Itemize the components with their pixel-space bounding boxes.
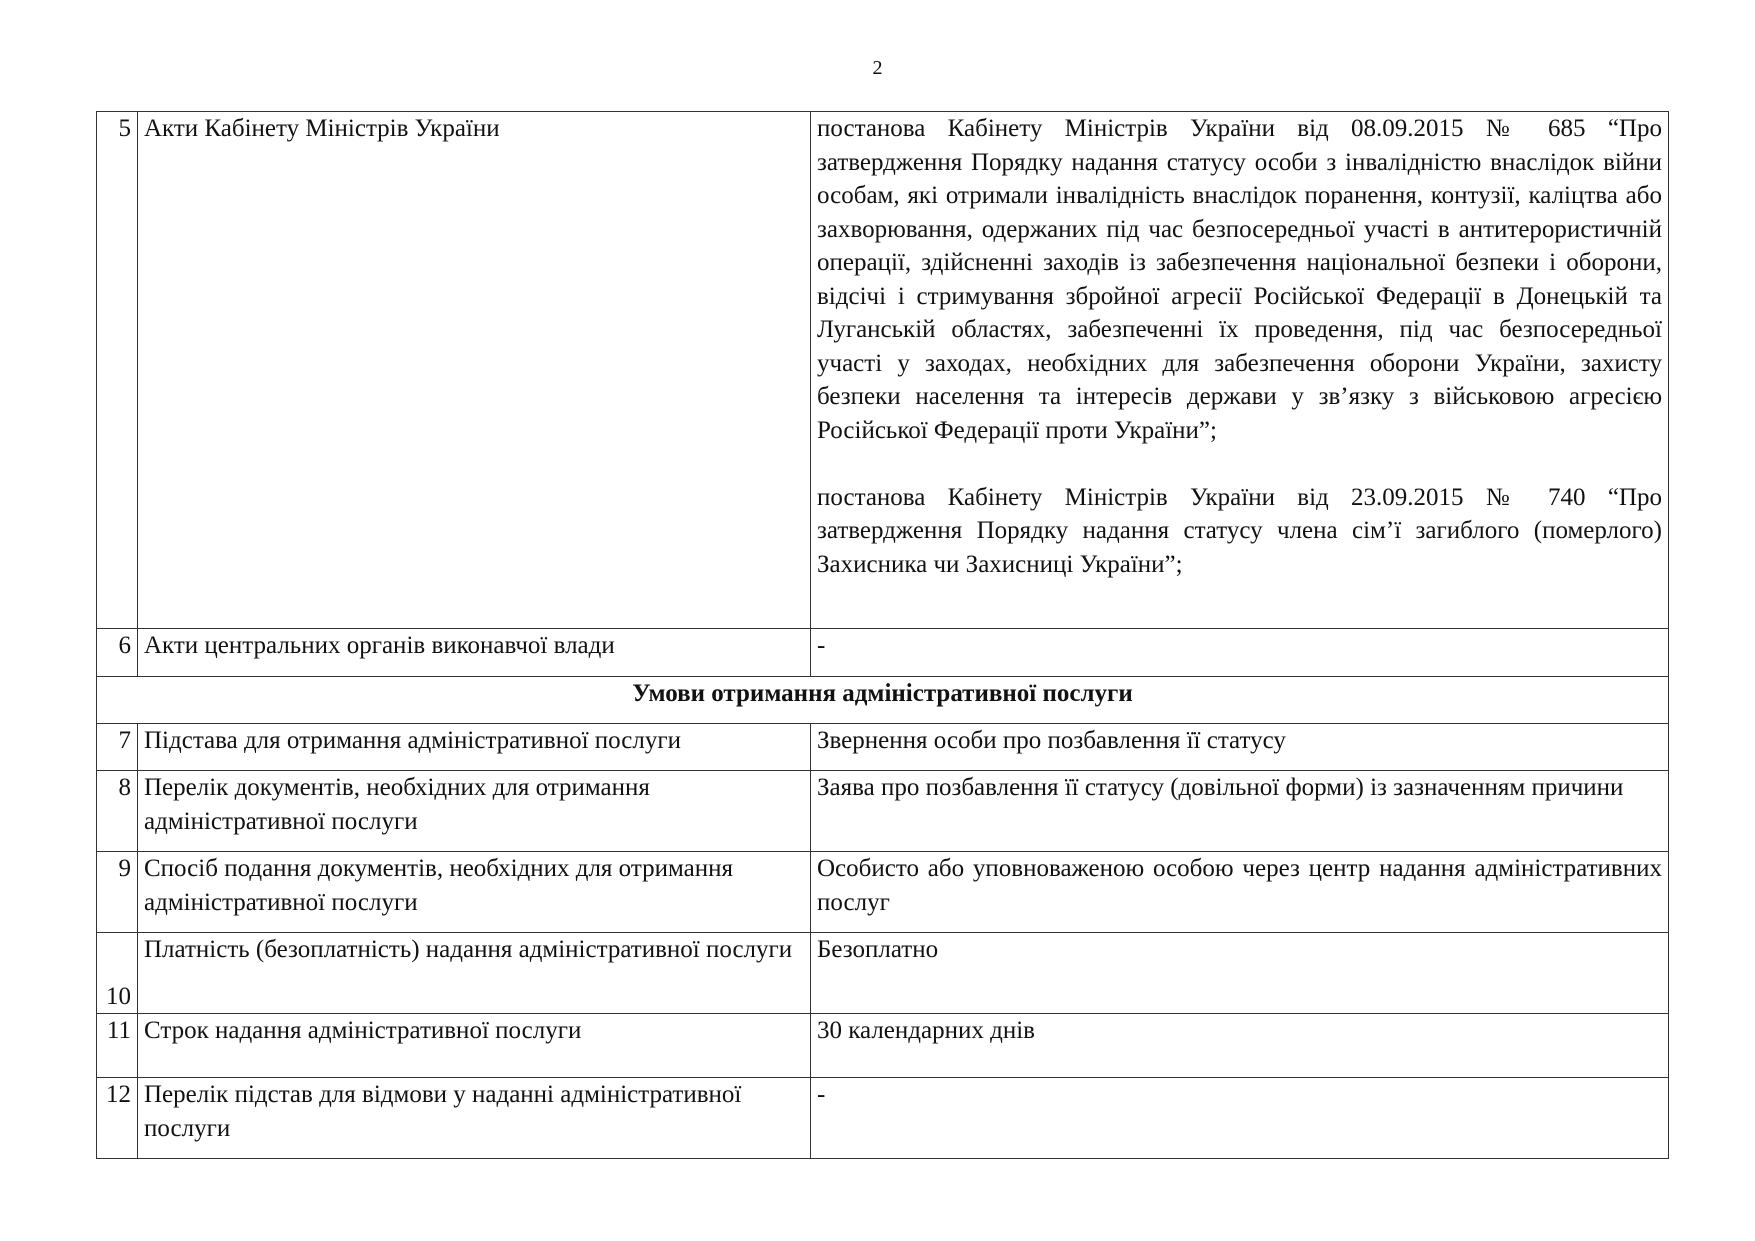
row-value: Особисто або уповноваженою особою через центр надання адміністративних послуг	[811, 852, 1669, 933]
row-number: 7	[97, 724, 138, 771]
table-row	[97, 629, 1669, 677]
row-label: Платність (безоплатність) надання адміністративної послуги	[138, 933, 811, 1014]
row-value: 30 календарних днів	[811, 1014, 1669, 1078]
row-number: 12	[97, 1078, 138, 1159]
row-label: Перелік підстав для відмови у наданні адміністративної послуги	[138, 1078, 811, 1159]
table-row	[97, 771, 1669, 852]
services-table	[96, 111, 1669, 1159]
row-number: 8	[97, 771, 138, 852]
resolution-paragraph: постанова Кабінету Міністрів України від 23.09.2015 № 740 “Про затвердження Порядку надання статусу члена сім’ї загиблого (померлого) Захисника чи Захисниці України”;	[817, 483, 1662, 578]
row-number: 5	[97, 112, 138, 629]
row-value: -	[811, 1078, 1669, 1159]
row-number: 11	[97, 1014, 138, 1078]
row-number: 6	[97, 629, 138, 677]
row-number: 10	[97, 933, 138, 1014]
row-label: Перелік документів, необхідних для отримання адміністративної послуги	[138, 771, 811, 852]
row-label: Акти Кабінету Міністрів України	[138, 112, 811, 629]
table-row	[97, 1078, 1669, 1159]
row-value: Звернення особи про позбавлення її статусу	[811, 724, 1669, 771]
row-label: Підстава для отримання адміністративної послуги	[138, 724, 811, 771]
table-row	[97, 724, 1669, 771]
table-row	[97, 1014, 1669, 1078]
table-row	[97, 852, 1669, 933]
row-value: Заява про позбавлення її статусу (довільної форми) із зазначенням причини	[811, 771, 1669, 852]
row-label: Спосіб подання документів, необхідних для отримання адміністративної послуги	[138, 852, 811, 933]
row-value: -	[811, 629, 1669, 677]
row-number: 9	[97, 852, 138, 933]
row-label: Акти центральних органів виконавчої влади	[138, 629, 811, 677]
row-value	[811, 112, 1669, 629]
section-row	[97, 677, 1669, 724]
row-value: Безоплатно	[811, 933, 1669, 1014]
row-label: Строк надання адміністративної послуги	[138, 1014, 811, 1078]
page-number: 2	[872, 57, 883, 79]
section-heading: Умови отримання адміністративної послуги	[97, 677, 1669, 724]
table-row	[97, 933, 1669, 1014]
table-row	[97, 112, 1669, 629]
resolution-paragraph: постанова Кабінету Міністрів України від 08.09.2015 № 685 “Про затвердження Порядку надання статусу особи з інвалідністю внаслідок війни особам, які отримали інвалідність внаслідок поранення, контузії, каліцтва або захворювання, одержаних під час безпосередньої участі в антитерористичній операції, здійсненні заходів із забезпечення національної безпеки і оборони, відсічі і стримування збройної агресії Російської Федерації в Донецькій та Луганській областях, забезпеченні їх проведення, під час безпосередньої участі у заходах, необхідних для забезпечення оборони України, захисту безпеки населення та інтересів держави у зв’язку з військовою агресією Російської Федерації проти України”;	[817, 115, 1662, 444]
